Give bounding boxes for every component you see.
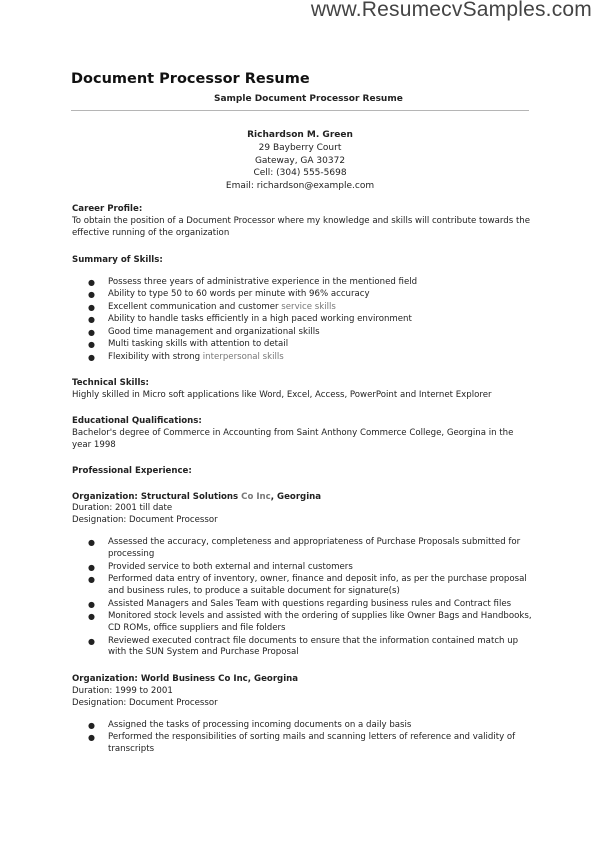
bullet-icon: ● (88, 327, 95, 337)
list-item: ● Flexibility with strong interpersonal skills (88, 351, 284, 362)
list-item: ● Possess three years of administrative experience in the mentioned field (88, 276, 418, 287)
job-duties-list (72, 537, 532, 659)
list-item: ● Ability to type 50 to 60 words per minute with 96% accuracy (88, 289, 370, 300)
bullet-icon: ● (88, 575, 95, 585)
job-duration: Duration: 1999 to 2001 (72, 685, 173, 696)
job-organization: Organization: World Business Co Inc, Georgina (72, 673, 299, 684)
job-designation: Designation: Document Processor (72, 515, 218, 526)
page-subtitle: Sample Document Processor Resume (214, 94, 403, 104)
skills-heading: Summary of Skills: (72, 254, 163, 265)
job-duties-list (72, 720, 532, 756)
technical-skills-text: Highly skilled in Micro soft applications like Word, Excel, Access, PowerPoint and Internet Explorer (72, 390, 492, 401)
list-item: ● Provided service to both external and internal customers (88, 561, 353, 572)
bullet-icon: ● (88, 302, 95, 312)
career-profile-heading: Career Profile: (72, 204, 143, 214)
bullet-icon: ● (88, 720, 95, 730)
site-watermark: www.ResumecvSamples.com (310, 0, 592, 21)
list-item: ● Assessed the accuracy, completeness and appropriateness of Purchase Proposals submitted for processing (88, 537, 521, 560)
technical-skills-heading: Technical Skills: (72, 378, 149, 389)
bullet-icon: ● (88, 599, 95, 609)
list-item: ● Assisted Managers and Sales Team with questions regarding business rules and Contract files (88, 598, 512, 609)
contact-street: 29 Bayberry Court (258, 142, 342, 153)
list-item: ● Performed data entry of inventory, owner, finance and deposit info, as per the purchase proposal and business rules, to produce a suitable document for signature(s) (88, 574, 527, 597)
bullet-icon: ● (88, 562, 95, 572)
bullet-icon: ● (88, 315, 95, 325)
bullet-icon: ● (88, 290, 95, 300)
career-profile-section (72, 204, 532, 240)
bullet-icon: ● (88, 612, 95, 622)
skills-list (72, 277, 532, 364)
list-item: ● Performed the responsibilities of sorting mails and scanning letters of reference and validity of transcripts (88, 732, 516, 755)
experience-heading: Professional Experience: (72, 465, 192, 476)
skills-section (72, 255, 532, 364)
header-divider (71, 110, 529, 111)
bullet-icon: ● (88, 733, 95, 743)
list-item: ● Reviewed executed contract file documents to ensure that the information contained match up with the SUN System and Purchase Proposal (88, 635, 519, 658)
contact-email: Email: richardson@example.com (225, 181, 375, 192)
experience-section (72, 466, 532, 756)
contact-name: Richardson M. Green (247, 130, 353, 140)
career-profile-text: To obtain the position of a Document Processor where my knowledge and skills will contribute towards the effective running of the organization (72, 215, 531, 238)
job-entry (72, 674, 532, 756)
education-text: Bachelor's degree of Commerce in Accounting from Saint Anthony Commerce College, Georgina in the year 1998 (72, 427, 514, 450)
contact-city: Gateway, GA 30372 (254, 155, 346, 166)
page-title: Document Processor Resume (71, 71, 310, 87)
technical-skills-section (72, 378, 532, 402)
job-organization: Organization: Structural Solutions Co Inc, Georgina (72, 491, 322, 502)
list-item: ● Assigned the tasks of processing incoming documents on a daily basis (88, 719, 412, 730)
bullet-icon: ● (88, 352, 95, 362)
contact-cell: Cell: (304) 555-5698 (253, 168, 347, 179)
list-item: ● Monitored stock levels and assisted with the ordering of supplies like Owner Bags and Handbooks, CD ROMs, office suppliers and file folders (88, 611, 532, 633)
resume-body (72, 204, 532, 757)
list-item: ● Excellent communication and customer service skills (88, 301, 336, 312)
education-heading: Educational Qualifications: (72, 415, 202, 426)
bullet-icon: ● (88, 340, 95, 350)
bullet-icon: ● (88, 538, 95, 548)
education-section (72, 416, 532, 452)
job-duration: Duration: 2001 till date (72, 503, 173, 514)
bullet-icon: ● (88, 277, 95, 287)
bullet-icon: ● (88, 636, 95, 646)
job-entry (72, 492, 532, 660)
contact-block (200, 129, 400, 193)
list-item: ● Good time management and organizational skills (88, 326, 320, 337)
list-item: ● Ability to handle tasks efficiently in a high paced working environment (88, 314, 412, 325)
job-designation: Designation: Document Processor (72, 697, 218, 708)
list-item: ● Multi tasking skills with attention to detail (88, 339, 289, 350)
